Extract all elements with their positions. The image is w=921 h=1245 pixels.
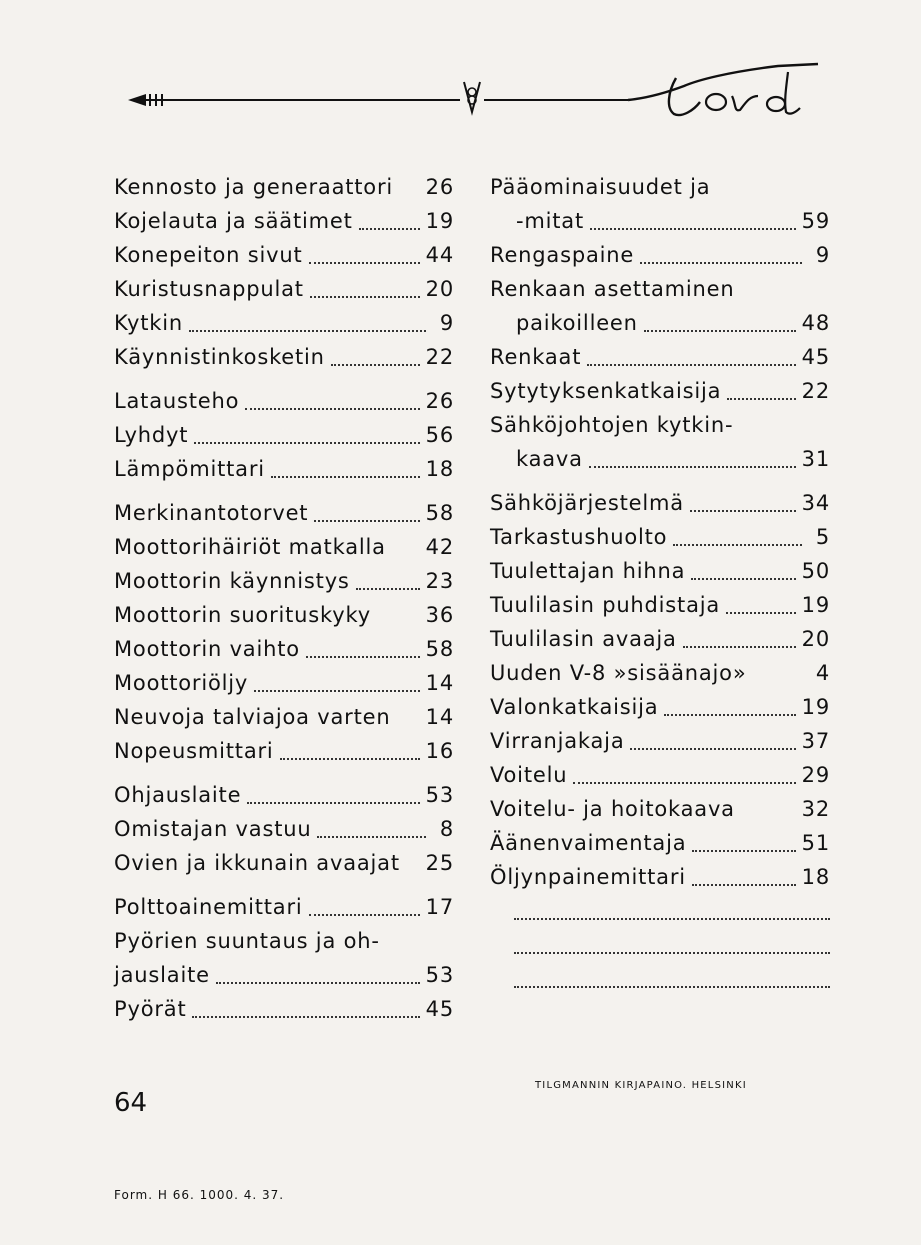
- leader-dots: [640, 262, 802, 264]
- index-spacer: [490, 476, 830, 486]
- index-entry-page: 25: [425, 851, 454, 875]
- index-entry-page: 26: [425, 389, 454, 413]
- index-entry: [114, 700, 454, 734]
- index-entry-page: 56: [425, 423, 454, 447]
- index-entry-page: 18: [425, 457, 454, 481]
- index-entry-page: 19: [801, 593, 830, 617]
- printer-imprint: TILGMANNIN KIRJAPAINO. HELSINKI: [535, 1080, 747, 1091]
- index-entry-page: 16: [425, 739, 454, 763]
- index-entry-label: Latausteho: [114, 389, 240, 413]
- index-entry: [114, 598, 454, 632]
- index-entry-label: Voitelu- ja hoitokaava: [490, 797, 735, 821]
- index-entry-page: 19: [425, 209, 454, 233]
- index-entry-page: 4: [815, 661, 830, 685]
- index-entry: [114, 384, 454, 418]
- index-entry: [490, 170, 830, 204]
- index-entry: [490, 622, 830, 656]
- leader-dots: [690, 510, 796, 512]
- leader-dots: [306, 656, 420, 658]
- leader-dots: [673, 544, 802, 546]
- index-entry-page: 42: [425, 535, 454, 559]
- index-entry-label: Tuulilasin puhdistaja: [490, 593, 721, 617]
- leader-dots: [630, 748, 795, 750]
- index-spacer: [114, 374, 454, 384]
- leader-dots: [280, 758, 420, 760]
- index-entry-page: 51: [801, 831, 830, 855]
- index-entry-label: Moottorin vaihto: [114, 637, 300, 661]
- index-entry-label: Neuvoja talviajoa varten: [114, 705, 391, 729]
- index-entry-label: Konepeiton sivut: [114, 243, 303, 267]
- leader-dots: [727, 398, 795, 400]
- index-entry: [114, 306, 454, 340]
- index-entry-page: 44: [425, 243, 454, 267]
- index-entry: [490, 758, 830, 792]
- leader-dots: [254, 690, 420, 692]
- index-entry: [114, 530, 454, 564]
- index-entry: [114, 238, 454, 272]
- leader-dots: [247, 802, 419, 804]
- index-entry-label: Moottorin käynnistys: [114, 569, 350, 593]
- leader-dots: [644, 330, 796, 332]
- index-entry: [490, 724, 830, 758]
- index-entry-label: Kojelauta ja säätimet: [114, 209, 353, 233]
- index-entry-label: Ovien ja ikkunain avaajat: [114, 851, 400, 875]
- index-entry-label: Polttoainemittari: [114, 895, 303, 919]
- leader-dots: [359, 228, 420, 230]
- index-entry: [114, 924, 454, 958]
- form-code: Form. H 66. 1000. 4. 37.: [114, 1188, 285, 1202]
- index-entry-page: 5: [815, 525, 830, 549]
- leader-dots: [691, 578, 795, 580]
- leader-dots: [189, 330, 426, 332]
- leader-dots: [192, 1016, 419, 1018]
- blank-index-line: [490, 928, 830, 962]
- index-entry-page: 50: [801, 559, 830, 583]
- index-entry: [490, 860, 830, 894]
- index-entry-label: -mitat: [516, 209, 585, 233]
- leader-dots: [726, 612, 796, 614]
- index-entry-label: Virranjakaja: [490, 729, 625, 753]
- index-entry-label: Renkaat: [490, 345, 582, 369]
- index-entry: [490, 792, 830, 826]
- index-entry-page: 9: [815, 243, 830, 267]
- index-entry-label: Pyörät: [114, 997, 187, 1021]
- index-entry-label: Kennosto ja generaattori: [114, 175, 394, 199]
- header-ornament: [128, 52, 828, 132]
- leader-dots: [664, 714, 795, 716]
- index-entry-page: 36: [425, 603, 454, 627]
- index-spacer: [114, 880, 454, 890]
- leader-dots: [683, 646, 796, 648]
- index-entry: [114, 272, 454, 306]
- index-entry-page: 53: [425, 963, 454, 987]
- arrow-left-icon: [128, 94, 460, 106]
- index-entry: [490, 486, 830, 520]
- blank-index-line: [490, 894, 830, 928]
- index-entry: [490, 374, 830, 408]
- index-entry-page: 29: [801, 763, 830, 787]
- index-entry-page: 31: [801, 447, 830, 471]
- index-entry-label: kaava: [516, 447, 583, 471]
- index-entry-page: 8: [439, 817, 454, 841]
- index-entry-label: Moottorin suorituskyky: [114, 603, 371, 627]
- index-entry: [114, 890, 454, 924]
- index-entry-page: 45: [425, 997, 454, 1021]
- index-entry-page: 19: [801, 695, 830, 719]
- leader-dots: [317, 836, 426, 838]
- index-entry: [490, 442, 830, 476]
- index-column-right: [490, 170, 830, 996]
- index-entry-page: 14: [425, 705, 454, 729]
- index-entry-label: Valonkatkaisija: [490, 695, 659, 719]
- index-entry-label: Moottorihäiriöt matkalla: [114, 535, 386, 559]
- index-entry-page: 18: [801, 865, 830, 889]
- index-entry-label: paikoilleen: [516, 311, 638, 335]
- index-entry-label: Moottoriöljy: [114, 671, 249, 695]
- index-entry-label: Voitelu: [490, 763, 568, 787]
- index-entry-page: 9: [439, 311, 454, 335]
- index-entry: [490, 272, 830, 306]
- index-entry-page: 59: [801, 209, 830, 233]
- index-entry-label: Omistajan vastuu: [114, 817, 312, 841]
- index-entry: [490, 204, 830, 238]
- index-entry-label: Äänenvaimentaja: [490, 831, 687, 855]
- ford-logo: [628, 64, 818, 115]
- leader-dots: [590, 228, 796, 230]
- index-entry: [114, 778, 454, 812]
- index-entry-page: 45: [801, 345, 830, 369]
- index-entry: [490, 690, 830, 724]
- index-entry-label: Pääominaisuudet ja: [490, 175, 711, 199]
- index-entry-label: Pyörien suuntaus ja oh-: [114, 929, 380, 953]
- index-entry: [490, 826, 830, 860]
- index-spacer: [114, 486, 454, 496]
- index-entry-page: 20: [425, 277, 454, 301]
- index-column-left: [114, 170, 454, 1026]
- index-entry-label: Tuulilasin avaaja: [490, 627, 677, 651]
- index-entry-page: 17: [425, 895, 454, 919]
- index-entry: [114, 340, 454, 374]
- leader-dots: [245, 408, 419, 410]
- index-entry: [490, 408, 830, 442]
- index-entry-label: Kytkin: [114, 311, 184, 335]
- leader-dots: [314, 520, 419, 522]
- index-entry-page: 22: [425, 345, 454, 369]
- index-entry-label: Sytytyksenkatkaisija: [490, 379, 722, 403]
- index-entry: [490, 238, 830, 272]
- index-entry-page: 26: [425, 175, 454, 199]
- index-entry: [114, 496, 454, 530]
- index-entry: [114, 958, 454, 992]
- index-entry: [490, 656, 830, 690]
- index-entry-label: Nopeusmittari: [114, 739, 274, 763]
- leader-dots: [309, 262, 420, 264]
- index-entry-label: Merkinantotorvet: [114, 501, 309, 525]
- index-entry-label: Rengaspaine: [490, 243, 635, 267]
- index-entry: [114, 564, 454, 598]
- index-entry: [114, 418, 454, 452]
- index-entry: [114, 632, 454, 666]
- index-entry-label: Sähköjohtojen kytkin-: [490, 413, 734, 437]
- index-entry: [114, 170, 454, 204]
- index-entry-label: Öljynpainemittari: [490, 865, 686, 889]
- index-entry: [114, 846, 454, 880]
- leader-dots: [573, 782, 795, 784]
- leader-dots: [271, 476, 420, 478]
- leader-dots: [589, 466, 796, 468]
- leader-dots: [587, 364, 795, 366]
- index-entry: [490, 520, 830, 554]
- index-entry-label: Renkaan asettaminen: [490, 277, 735, 301]
- leader-dots: [194, 442, 419, 444]
- index-entry: [114, 452, 454, 486]
- index-entry: [490, 588, 830, 622]
- leader-dots: [216, 982, 420, 984]
- index-entry-label: Lämpömittari: [114, 457, 265, 481]
- leader-dots: [310, 296, 420, 298]
- index-entry: [490, 340, 830, 374]
- index-entry-page: 32: [801, 797, 830, 821]
- index-entry-label: jauslaite: [114, 963, 210, 987]
- leader-dots: [356, 588, 420, 590]
- index-entry-label: Uuden V-8 »sisäänajo»: [490, 661, 747, 685]
- index-entry: [490, 554, 830, 588]
- index-entry-label: Lyhdyt: [114, 423, 189, 447]
- leader-dots: [692, 884, 796, 886]
- index-entry-page: 58: [425, 501, 454, 525]
- index-entry-label: Tarkastushuolto: [490, 525, 668, 549]
- index-entry-page: 58: [425, 637, 454, 661]
- index-entry: [114, 666, 454, 700]
- leader-dots: [331, 364, 420, 366]
- v8-emblem-icon: [464, 82, 480, 112]
- index-entry: [114, 204, 454, 238]
- index-spacer: [114, 768, 454, 778]
- index-entry-label: Käynnistinkosketin: [114, 345, 325, 369]
- index-entry-label: Sähköjärjestelmä: [490, 491, 684, 515]
- page-number: 64: [114, 1088, 148, 1118]
- index-entry-page: 14: [425, 671, 454, 695]
- index-entry-page: 23: [425, 569, 454, 593]
- index-entry-label: Tuulettajan hihna: [490, 559, 686, 583]
- index-entry-page: 37: [801, 729, 830, 753]
- index-entry-label: Ohjauslaite: [114, 783, 242, 807]
- index-entry: [114, 734, 454, 768]
- index-entry-page: 34: [801, 491, 830, 515]
- index-entry-page: 22: [801, 379, 830, 403]
- index-entry-page: 48: [801, 311, 830, 335]
- blank-index-line: [490, 962, 830, 996]
- index-entry-page: 20: [801, 627, 830, 651]
- index-entry-page: 53: [425, 783, 454, 807]
- index-entry: [114, 992, 454, 1026]
- index-entry-label: Kuristusnappulat: [114, 277, 304, 301]
- leader-dots: [692, 850, 795, 852]
- index-entry: [490, 306, 830, 340]
- index-entry: [114, 812, 454, 846]
- leader-dots: [309, 914, 420, 916]
